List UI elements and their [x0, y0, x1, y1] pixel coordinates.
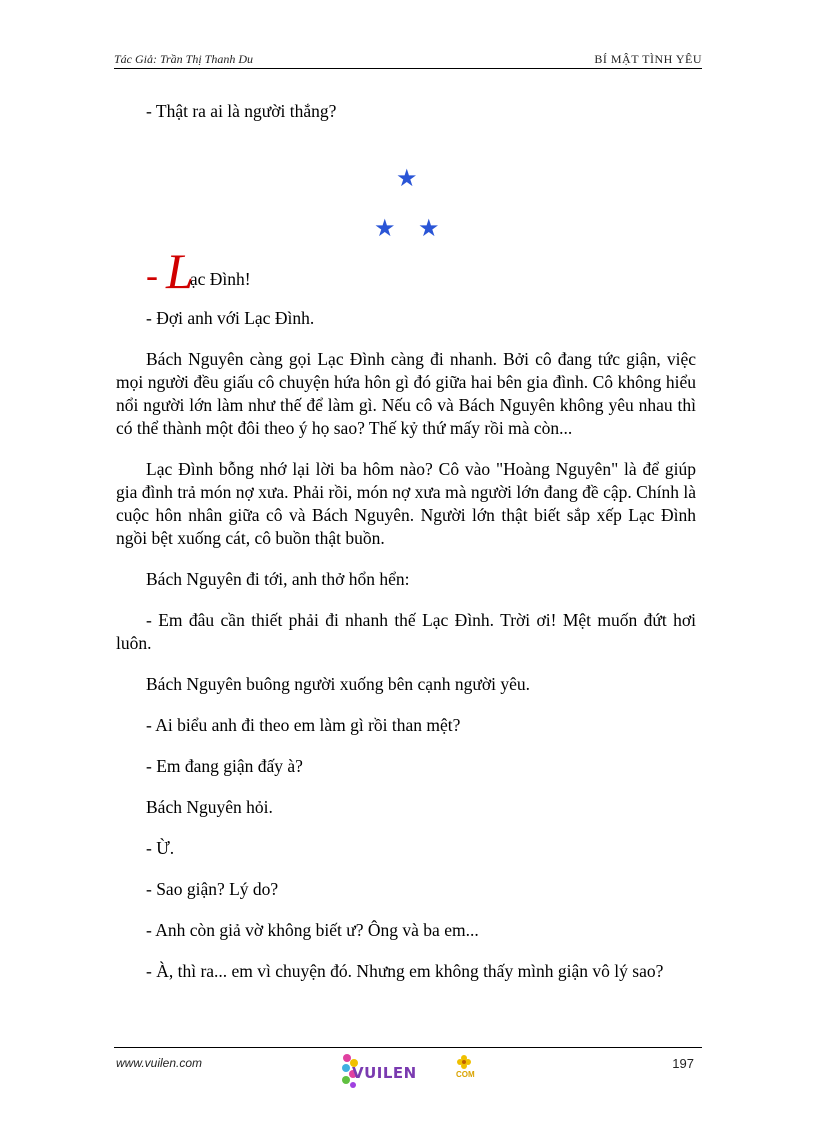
paragraph: - Ừ.: [146, 838, 175, 858]
paragraph: - Đợi anh với Lạc Đình.: [146, 308, 315, 328]
header-author: Tác Giả: Trần Thị Thanh Du: [114, 52, 254, 66]
dropcap-dash: -: [146, 255, 158, 295]
star-ornament: [116, 123, 696, 243]
dropcap-rest: ạc Đình!: [189, 269, 251, 289]
paragraph: - Anh còn giả vờ không biết ư? Ông và ba em...: [146, 920, 479, 940]
page-body: [116, 100, 696, 983]
dropcap-paragraph: [146, 241, 696, 299]
paragraph: - Sao giận? Lý do?: [146, 879, 279, 899]
dropcap-letter: L: [166, 243, 194, 299]
paragraph: - Em đâu cần thiết phải đi nhanh thế Lạc Đình. Trời ơi! Mệt muốn đứt hơi luôn.: [116, 610, 696, 653]
header-divider: [114, 68, 702, 69]
vuilen-logo: [340, 1050, 490, 1092]
paragraph: Bách Nguyên càng gọi Lạc Đình càng đi nhanh. Bởi cô đang tức giận, việc mọi người đều giấu cô chuyện hứa hôn gì đó giữa hai bên gia đình. Cô không hiểu nổi người lớn làm như thế để làm gì. Nếu cô và Bách Nguyên không yêu nhau thì có thể thành một đôi theo ý họ sao? Thế kỷ thứ mấy rồi mà còn...: [116, 349, 696, 438]
flower-icon: [456, 1054, 472, 1070]
star-icon: ★: [396, 166, 418, 192]
star-icon: ★: [374, 216, 396, 242]
paragraph: - Ai biểu anh đi theo em làm gì rồi than mệt?: [146, 715, 461, 735]
paragraph: Bách Nguyên đi tới, anh thở hổn hển:: [146, 569, 410, 589]
header-book-title: BÍ MẬT TÌNH YÊU: [594, 52, 702, 66]
paragraph: - Em đang giận đấy à?: [146, 756, 303, 776]
paragraph: Bách Nguyên hỏi.: [146, 797, 273, 817]
footer-website-link[interactable]: www.vuilen.com: [116, 1056, 203, 1070]
footer-divider: [114, 1047, 702, 1048]
paragraph: Bách Nguyên buông người xuống bên cạnh người yêu.: [146, 674, 531, 694]
paragraph: Lạc Đình bỗng nhớ lại lời ba hôm nào? Cô vào "Hoàng Nguyên" là để giúp gia đình trả món nợ xưa. Phải rồi, món nợ xưa mà người lớn đang đề cập. Chính là cuộc hôn nhân giữa cô và Bách Nguyên. Người lớn thật biết sắp xếp Lạc Đình ngồi bệt xuống cát, cô buồn thật buồn.: [116, 459, 696, 548]
page-number: 197: [672, 1056, 694, 1071]
paragraph: - À, thì ra... em vì chuyện đó. Nhưng em không thấy mình giận vô lý sao?: [146, 961, 664, 981]
logo-com: COM: [456, 1070, 475, 1079]
star-icon: ★: [418, 216, 440, 242]
logo-text: VUILEN: [352, 1064, 417, 1082]
paragraph: - Thật ra ai là người thắng?: [146, 101, 337, 121]
